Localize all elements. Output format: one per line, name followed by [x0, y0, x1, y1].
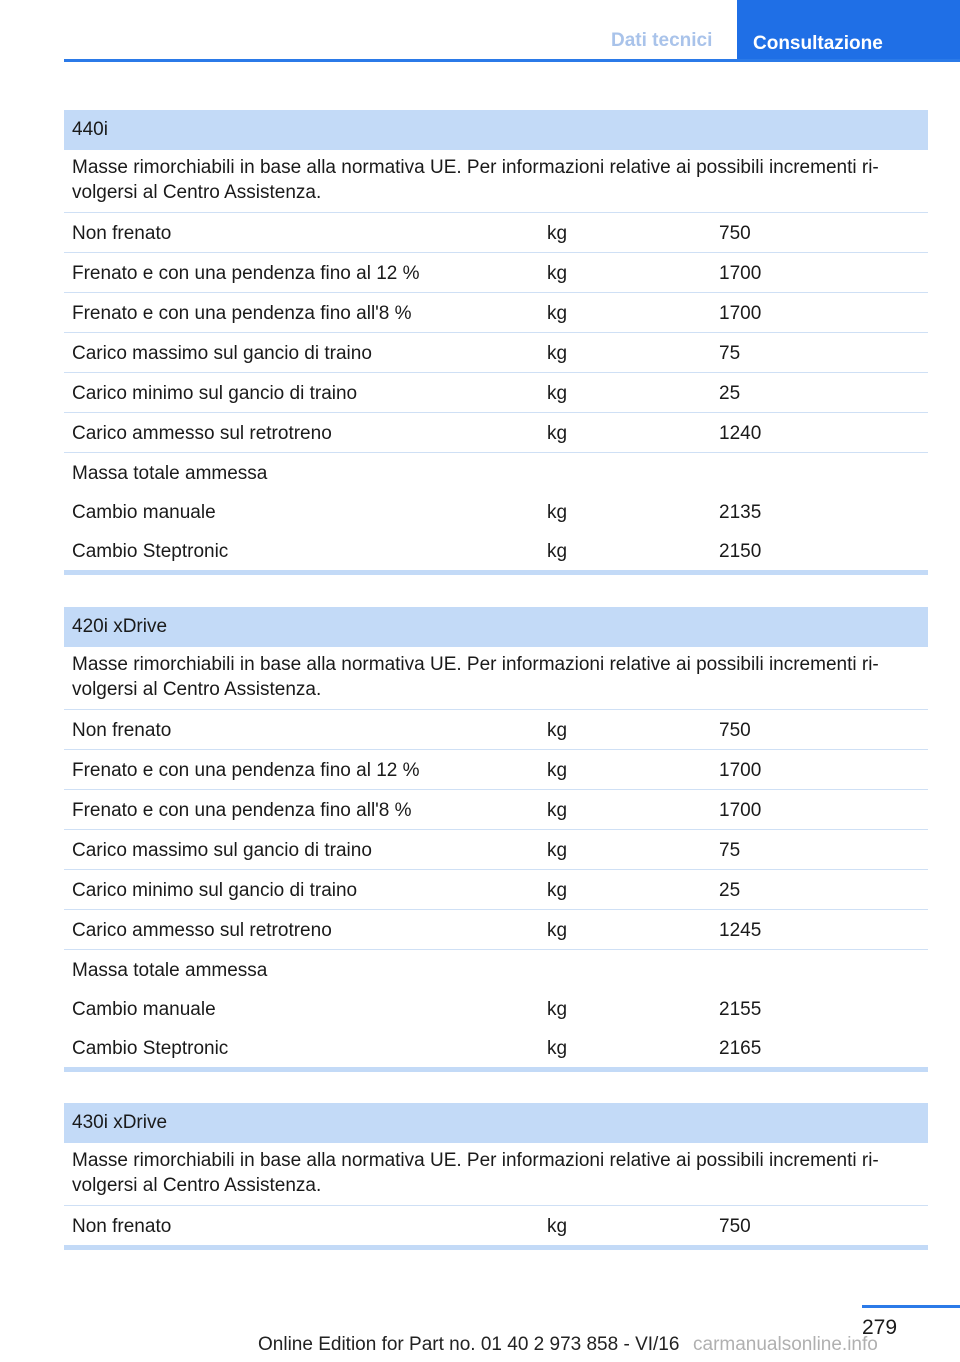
- page-number: 279: [862, 1316, 898, 1339]
- table-title: 420i xDrive: [64, 607, 928, 647]
- table-row: [64, 1206, 928, 1245]
- row-unit: kg: [547, 223, 568, 244]
- table-row: [64, 333, 928, 373]
- table-row: [64, 1028, 928, 1067]
- row-unit: kg: [547, 423, 568, 444]
- row-unit: kg: [547, 840, 568, 861]
- table-end-bar: [64, 570, 928, 575]
- table-row: [64, 790, 928, 830]
- table-description: Masse rimorchiabili in base alla normativa UE. Per informazioni relative ai possibili incrementi ri-volgersi al Centro Assistenza.: [64, 1143, 928, 1206]
- row-label: Carico ammesso sul retrotreno: [72, 423, 332, 444]
- group-label: Massa totale ammessa: [72, 463, 268, 484]
- footer-rule: [862, 1305, 960, 1308]
- row-value: 25: [719, 880, 741, 901]
- table-row: [64, 293, 928, 333]
- row-label: Frenato e con una pendenza fino al 12 %: [72, 760, 420, 781]
- table-group-label-row: [64, 950, 928, 989]
- row-label: Carico minimo sul gancio di traino: [72, 383, 358, 404]
- row-unit: kg: [547, 303, 568, 324]
- row-value: 2135: [719, 502, 762, 523]
- row-value: 1245: [719, 920, 762, 941]
- table-description: Masse rimorchiabili in base alla normativa UE. Per informazioni relative ai possibili incrementi ri-volgersi al Centro Assistenza.: [64, 647, 928, 710]
- table-row: [64, 989, 928, 1028]
- table-row: [64, 870, 928, 910]
- row-unit: kg: [547, 502, 568, 523]
- row-unit: kg: [547, 920, 568, 941]
- spec-table-440i: [64, 110, 928, 575]
- row-unit: kg: [547, 263, 568, 284]
- table-end-bar: [64, 1245, 928, 1250]
- row-value: 750: [719, 1216, 751, 1237]
- row-value: 2155: [719, 999, 762, 1020]
- row-unit: kg: [547, 800, 568, 821]
- row-label: Carico minimo sul gancio di traino: [72, 880, 358, 901]
- row-label: Carico ammesso sul retrotreno: [72, 920, 332, 941]
- row-value: 75: [719, 840, 741, 861]
- row-value: 1700: [719, 263, 762, 284]
- chapter-tab-consultazione[interactable]: Consultazione: [737, 0, 960, 62]
- row-value: 1240: [719, 423, 762, 444]
- row-value: 750: [719, 720, 751, 741]
- table-row: [64, 213, 928, 253]
- table-row: [64, 750, 928, 790]
- section-tab-dati-tecnici[interactable]: Dati tecnici: [611, 30, 713, 51]
- row-unit: kg: [547, 720, 568, 741]
- row-label: Non frenato: [72, 720, 172, 741]
- row-label: Carico massimo sul gancio di traino: [72, 343, 372, 364]
- table-title: 440i: [64, 110, 928, 150]
- table-end-bar: [64, 1067, 928, 1072]
- row-unit: kg: [547, 343, 568, 364]
- row-unit: kg: [547, 999, 568, 1020]
- row-label: Cambio manuale: [72, 999, 216, 1020]
- row-unit: kg: [547, 541, 568, 562]
- row-unit: kg: [547, 1216, 568, 1237]
- table-row: [64, 830, 928, 870]
- page-header: [0, 0, 960, 62]
- row-value: 2165: [719, 1038, 762, 1059]
- row-value: 1700: [719, 760, 762, 781]
- table-group-label-row: [64, 453, 928, 492]
- row-label: Frenato e con una pendenza fino al 12 %: [72, 263, 420, 284]
- row-unit: kg: [547, 760, 568, 781]
- row-value: 1700: [719, 800, 762, 821]
- row-label: Non frenato: [72, 1216, 172, 1237]
- row-label: Cambio manuale: [72, 502, 216, 523]
- row-value: 25: [719, 383, 741, 404]
- table-row: [64, 492, 928, 531]
- table-row: [64, 910, 928, 950]
- table-row: [64, 413, 928, 453]
- row-label: Carico massimo sul gancio di traino: [72, 840, 372, 861]
- row-value: 750: [719, 223, 751, 244]
- table-description: Masse rimorchiabili in base alla normativa UE. Per informazioni relative ai possibili incrementi ri-volgersi al Centro Assistenza.: [64, 150, 928, 213]
- row-label: Cambio Steptronic: [72, 541, 229, 562]
- row-value: 2150: [719, 541, 762, 562]
- watermark: carmanualsonline.info: [693, 1334, 878, 1355]
- table-row: [64, 710, 928, 750]
- table-row: [64, 531, 928, 570]
- spec-table-430i-xdrive: [64, 1103, 928, 1250]
- table-title: 430i xDrive: [64, 1103, 928, 1143]
- edition-text: Online Edition for Part no. 01 40 2 973 858 - VI/16: [258, 1334, 680, 1355]
- row-unit: kg: [547, 880, 568, 901]
- group-label: Massa totale ammessa: [72, 960, 268, 981]
- row-unit: kg: [547, 1038, 568, 1059]
- row-label: Cambio Steptronic: [72, 1038, 229, 1059]
- header-rule: [64, 59, 960, 62]
- row-label: Frenato e con una pendenza fino all'8 %: [72, 303, 412, 324]
- table-row: [64, 253, 928, 293]
- spec-table-420i-xdrive: [64, 607, 928, 1072]
- table-row: [64, 373, 928, 413]
- row-label: Frenato e con una pendenza fino all'8 %: [72, 800, 412, 821]
- row-value: 1700: [719, 303, 762, 324]
- row-value: 75: [719, 343, 741, 364]
- row-unit: kg: [547, 383, 568, 404]
- row-label: Non frenato: [72, 223, 172, 244]
